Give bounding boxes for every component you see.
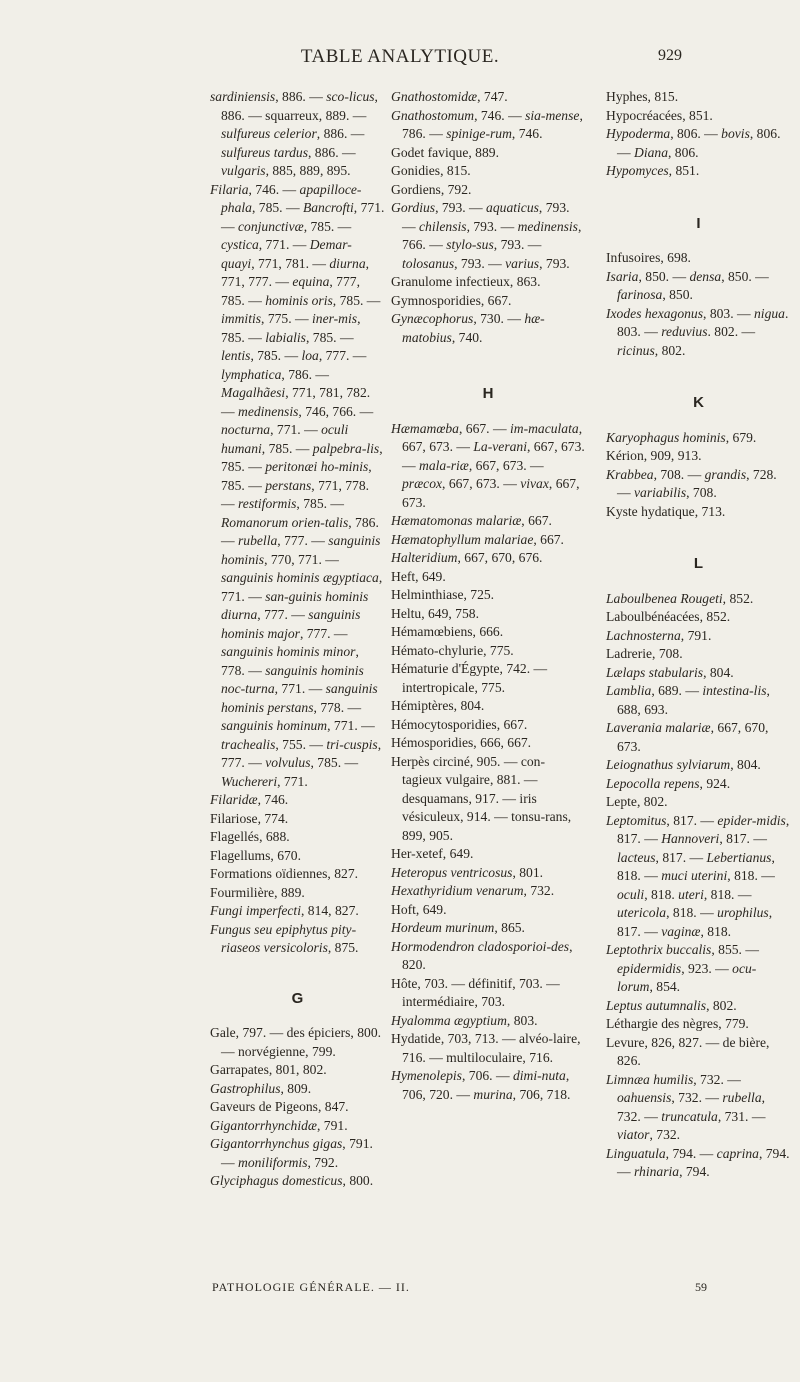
index-entry: Formations oïdiennes, 827. [210, 866, 359, 881]
index-entry: Isaria, 850. — densa, 850. — farinosa, 850. [606, 268, 769, 302]
index-entry: Ixodes hexagonus, 803. — nigua. 803. — reduvius. 802. — ricinus, 802. [606, 305, 789, 358]
index-entry: Lachnosterna, 791. [606, 627, 712, 643]
index-entry: Hémosporidies, 666, 667. [391, 735, 532, 750]
index-entry: Hæmatomonas malariæ, 667. [391, 513, 552, 528]
index-entry: Hémato-chylurie, 775. [391, 642, 514, 658]
index-entry: Léthargie des nègres, 779. [606, 1016, 749, 1031]
index-entry: Fungus seu epiphytus pity-riaseos versicoloris, 875. [210, 921, 359, 955]
index-entry: Garrapates, 801, 802. [210, 1062, 327, 1077]
index-entry: Lepte, 802. [606, 794, 668, 809]
index-entry: Karyophagus hominis, 679. [606, 429, 757, 445]
section-letter: I [696, 214, 701, 232]
index-entry: Heteropus ventricosus, 801. [391, 864, 544, 880]
index-entry: Flagellums, 670. [210, 847, 302, 863]
footer-signature: PATHOLOGIE GÉNÉRALE. — II. [212, 1280, 410, 1294]
index-entry: Lamblia, 689. — intestina-lis, 688, 693. [606, 683, 770, 717]
index-entry: Leiognathus sylviarum, 804. [606, 757, 761, 772]
index-entry: Granulome infectieux, 863. [391, 274, 541, 289]
index-entry: Hæmatophyllum malariae, 667. [391, 531, 564, 547]
index-entry: Hypoderma, 806. — bovis, 806. — Diana, 806. [606, 126, 781, 160]
index-entry: Hématurie d'Égypte, 742. — intertropicale, 775. [391, 661, 548, 695]
index-entry: Gnathostomum, 746. — sia-mense, 786. — spinige-rum, 746. [391, 107, 583, 141]
index-entry: Lælaps stabularis, 804. [606, 664, 734, 680]
running-head [0, 46, 800, 76]
index-entry: Heltu, 649, 758. [391, 605, 479, 621]
index-entry: Gonidies, 815. [391, 163, 471, 178]
index-entry: Gigantorrhynchidæ, 791. [210, 1117, 348, 1133]
section-letter: G [291, 989, 304, 1007]
index-entry: Hémocytosporidies, 667. [391, 716, 528, 732]
index-entry: Hymenolepis, 706. — dimi-nuta, 706, 720. — murina, 706, 718. [391, 1068, 571, 1102]
index-entry: Filariose, 774. [210, 810, 289, 826]
index-entry: Infusoires, 698. [606, 250, 691, 265]
index-entry: Gale, 797. — des épiciers, 800. — norvégienne, 799. [210, 1025, 382, 1059]
index-column-2 [391, 88, 585, 1104]
index-entry: Laboulbénéacées, 852. [606, 609, 731, 624]
index-entry: Hôte, 703. — définitif, 703. — intermédiaire, 703. [391, 975, 560, 1009]
index-entry: Fungi imperfecti, 814, 827. [210, 903, 359, 918]
index-entry: Hexathyridium venarum, 732. [391, 883, 555, 898]
index-entry: Limnæa humilis, 732. — oahuensis, 732. — rubella, 732. — truncatula, 731. — viator, 732. [606, 1071, 766, 1142]
index-entry: Gaveurs de Pigeons, 847. [210, 1099, 349, 1114]
index-entry: Hypocréacées, 851. [606, 107, 713, 123]
section-letter: K [693, 394, 704, 411]
index-entry: Lepocolla repens, 924. [606, 775, 731, 791]
index-entry: Leptomitus, 817. — epider-midis, 817. — Hannoveri, 817. — lacteus, 817. — Lebertianus, 818. — muci uterini, 818. — oculi, 818. uteri, 818. — utericola, 818. — urophilus, 817. — vaginæ, 818. [606, 812, 790, 939]
index-entry: Hydatide, 703, 713. — alvéo-laire, 716. — multiloculaire, 716. [391, 1031, 581, 1065]
index-entry: Ladrerie, 708. [606, 646, 683, 661]
index-entry: Hyphes, 815. [606, 89, 679, 104]
page-title: TABLE ANALYTIQUE. [300, 46, 500, 67]
index-column-3 [606, 88, 791, 1182]
index-entry: Hypomyces, 851. [606, 163, 700, 178]
index-entry: Kérion, 909, 913. [606, 448, 702, 463]
section-letter: H [482, 385, 494, 402]
index-entry: Levure, 826, 827. — de bière, 826. [606, 1034, 770, 1068]
index-entry: Gymnosporidies, 667. [391, 292, 512, 308]
index-entry: Gordius, 793. — aquaticus, 793. — chilensis, 793. — medinensis, 766. — stylo-sus, 793. — tolosanus, 793. — varius, 793. [391, 200, 582, 271]
index-entry: Hémamœbiens, 666. [391, 624, 504, 639]
index-entry: Hordeum murinum, 865. [391, 920, 525, 935]
index-entry: Hormodendron cladosporioi-des, 820. [391, 938, 573, 972]
index-entry: Hæmamœba, 667. — im-maculata, 667, 673. — La-verani, 667, 673. — mala-riæ, 667, 673. — præcox, 667, 673. — vivax, 667, 673. [391, 420, 585, 510]
index-entry: Godet favique, 889. [391, 144, 499, 160]
index-entry: Hémiptères, 804. [391, 698, 485, 713]
index-entry: Leptus autumnalis, 802. [606, 997, 737, 1013]
index-entry: Filaria, 746. — apapilloce-phala, 785. — Bancrofti, 771. — conjunctivæ, 785. — cystica, 771. — Demar-quayi, 771, 781. — diurna, 771, 777. — equina, 777, 785. — hominis oris, 785. — immitis, 775. — iner-mis, 785. — labialis, 785. — lentis, 785. — loa, 777. — lymphatica, 786. — Magalhãesi, 771, 781, 782. — medinensis, 746, 766. — nocturna, 771. — oculi humani, 785. — palpebra-lis, 785. — peritonæi ho-minis, 785. — perstans, 771, 778. — restiformis, 785. — Romanorum orien-talis, 786. — rubella, 777. — sanguinis hominis, 770, 771. — sanguinis hominis ægyptiaca, 771. — san-guinis hominis diurna, 777. — sanguinis hominis major, 777. — sanguinis hominis minor, 778. — sanguinis hominis noc-turna, 771. — sanguinis hominis perstans, 778. — sanguinis hominum, 771. — trachealis, 755. — tri-cuspis, 777. — volvulus, 785. — Wuchereri, 771. [210, 181, 385, 789]
index-entry: Heft, 649. [391, 568, 446, 584]
index-entry: Her-xetef, 649. [391, 846, 474, 861]
index-entry: Gigantorrhynchus gigas, 791. — moniliformis, 792. [210, 1136, 373, 1170]
index-entry: Krabbea, 708. — grandis, 728. — variabilis, 708. [606, 466, 777, 500]
index-entry: Hyalomma ægyptium, 803. [391, 1012, 538, 1028]
index-entry: sardiniensis, 886. — sco-licus, 886. — squarreux, 889. — sulfureus celerior, 886. — sulfureus tardus, 886. — vulgaris, 885, 889, 895. [210, 89, 378, 178]
index-entry: Linguatula, 794. — caprina, 794. — rhinaria, 794. [606, 1145, 790, 1179]
index-entry: Gynæcophorus, 730. — hæ-matobius, 740. [391, 311, 545, 345]
index-entry: Filaridæ, 746. [210, 792, 289, 807]
section-letter: L [693, 555, 704, 572]
page-number: 929 [658, 47, 682, 64]
index-entry: Gordiens, 792. [391, 181, 472, 197]
index-entry: Gastrophilus, 809. [210, 1080, 312, 1096]
sheet-number: 59 [695, 1280, 707, 1294]
index-entry: Helminthiase, 725. [391, 587, 495, 602]
index-entry: Herpès circiné, 905. — con-tagieux vulgaire, 881. — desquamans, 917. — iris vésiculeux, 914. — tonsu-rans, 899, 905. [391, 753, 572, 843]
index-entry: Laboulbenea Rougeti, 852. [606, 590, 754, 606]
index-entry: Laverania malariæ, 667, 670, 673. [606, 720, 769, 754]
index-entry: Flagellés, 688. [210, 829, 290, 844]
index-column-1 [210, 88, 385, 1191]
index-entry: Leptothrix buccalis, 855. — epidermidis, 923. — ocu-lorum, 854. [606, 942, 759, 994]
index-entry: Gnathostomidæ, 747. [391, 89, 508, 104]
index-entry: Glyciphagus domesticus, 800. [210, 1173, 374, 1188]
index-entry: Halteridium, 667, 670, 676. [391, 550, 543, 565]
index-entry: Fourmilière, 889. [210, 884, 305, 900]
index-entry: Hoft, 649. [391, 901, 447, 917]
index-entry: Kyste hydatique, 713. [606, 503, 726, 519]
